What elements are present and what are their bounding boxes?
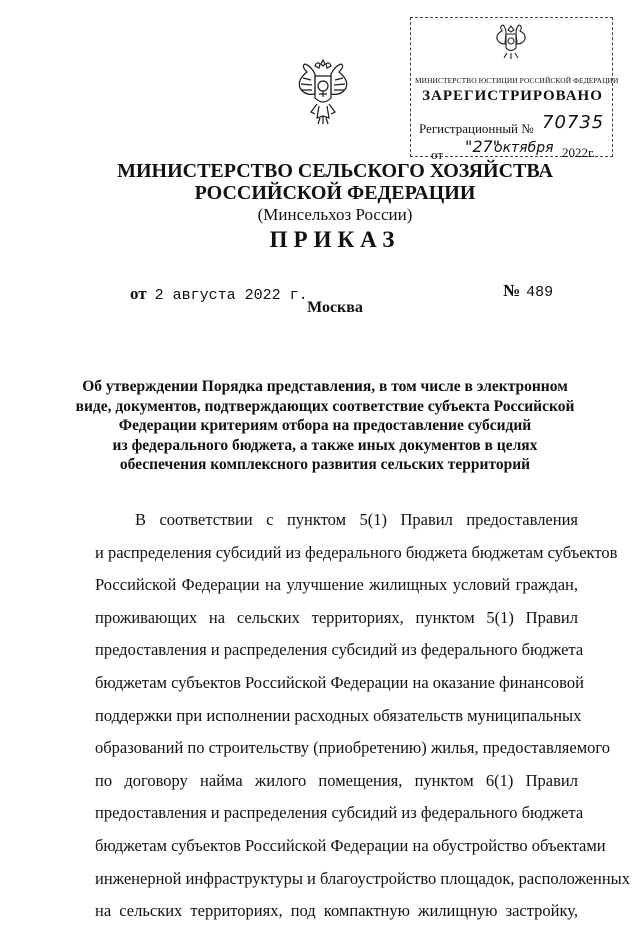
registration-stamp — [410, 17, 619, 162]
body-line: Российской Федерации на улучшение жилищных условий граждан, — [95, 575, 578, 595]
body-line: бюджетам субъектов Российской Федерации на оказание финансовой — [95, 672, 584, 692]
stamp-status: ЗАРЕГИСТРИРОВАНО — [422, 88, 603, 104]
stamp-coat-of-arms-icon — [493, 22, 529, 62]
body-line: предоставления и распределения субсидий из федерального бюджета — [95, 803, 584, 823]
stamp-date-year: 2022г. — [562, 145, 596, 160]
body-line: поддержки при исполнении расходных обязательств муниципальных — [95, 705, 582, 725]
document-title-line: из федерального бюджета, а также иных документов в целях — [112, 436, 538, 454]
body-line: инженерной инфраструктуры и благоустройство площадок, расположенных — [95, 868, 631, 888]
order-number — [503, 281, 553, 301]
document-title — [60, 377, 590, 475]
document-title-line: обеспечения комплексного развития сельских территорий — [119, 456, 531, 473]
stamp-reg-label: Регистрационный № — [419, 121, 534, 136]
order-number-value: 489 — [526, 284, 554, 301]
coat-of-arms-icon — [293, 58, 353, 128]
order-date-label: от — [130, 284, 147, 303]
ministry-short-name: (Минсельхоз России) — [257, 205, 413, 224]
stamp-reg-number: 70735 — [542, 112, 605, 133]
ministry-name-line1: МИНИСТЕРСТВО СЕЛЬСКОГО ХОЗЯЙСТВА — [117, 160, 553, 182]
order-date-value: 2 августа 2022 г. — [154, 287, 308, 304]
document-title-line: виде, документов, подтверждающих соответствие субъекта Российской — [75, 397, 575, 415]
body-line: проживающих на сельских территориях, пунктом 5(1) Правил — [95, 607, 578, 627]
ministry-header — [0, 160, 640, 226]
order-city: Москва — [307, 299, 363, 316]
page-title: ПРИКАЗ — [269, 227, 401, 252]
document-title-line: Об утверждении Порядка представления, в том числе в электронном — [82, 378, 568, 395]
document-title-line: Федерации критериям отбора на предоставление субсидий — [118, 417, 532, 434]
body-line: и распределения субсидий из федерального бюджета бюджетам субъектов — [95, 542, 618, 562]
body-line: образований по строительству (приобретению) жилья, предоставляемого — [95, 738, 611, 758]
ministry-name-line2: РОССИЙСКОЙ ФЕДЕРАЦИИ — [194, 182, 476, 204]
stamp-date-day: "27" — [465, 137, 501, 156]
stamp-date-month: октября — [494, 140, 554, 156]
stamp-date-prefix: от — [431, 147, 444, 162]
body-paragraph — [95, 504, 631, 928]
stamp-ministry-name: МИНИСТЕРСТВО ЮСТИЦИИ РОССИЙСКОЙ ФЕДЕРАЦИИ — [415, 76, 619, 85]
body-line: бюджетам субъектов Российской Федерации на обустройство объектами — [95, 835, 606, 855]
body-line: на сельских территориях, под компактную жилищную застройку, — [95, 901, 578, 921]
body-line: по договору найма жилого помещения, пунктом 6(1) Правил — [95, 770, 578, 790]
body-line: предоставления и распределения субсидий из федерального бюджета — [95, 640, 584, 660]
body-line: В соответствии с пунктом 5(1) Правил предоставления — [135, 510, 578, 529]
order-number-label: № — [503, 281, 521, 300]
